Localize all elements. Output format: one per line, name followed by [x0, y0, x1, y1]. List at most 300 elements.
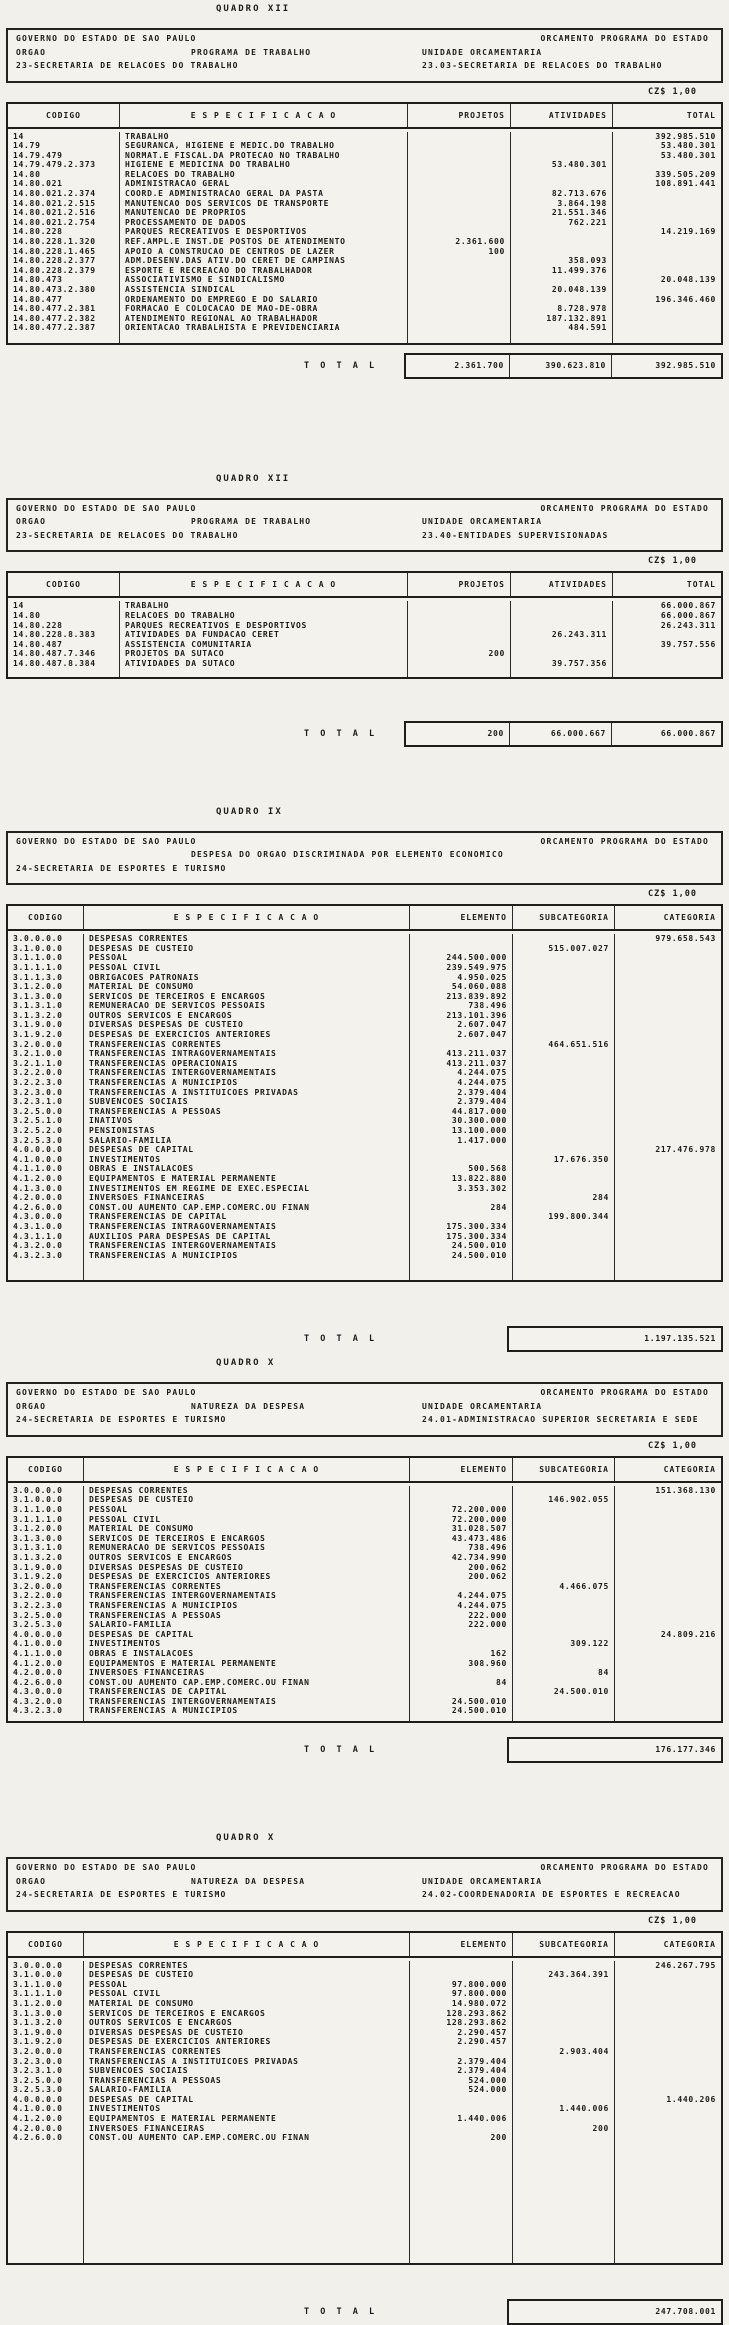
table-row: [8, 973, 721, 983]
amount-cell: [615, 1040, 721, 1050]
amount-cell: 13.822.880: [410, 1174, 513, 1184]
spec-cell: INVERSOES FINANCEIRAS: [84, 1668, 410, 1678]
spec-cell: TRANSFERENCIAS A PESSOAS: [84, 1107, 410, 1117]
amount-cell: 4.244.075: [410, 1591, 513, 1601]
spec-cell: OBRAS E INSTALACOES: [84, 1164, 410, 1174]
code-cell: 14.80.228.2.377: [8, 256, 120, 266]
table-row: [8, 1630, 721, 1640]
spec-cell: MATERIAL DE CONSUMO: [84, 1524, 410, 1534]
code-cell: 4.3.2.3.0: [8, 1706, 84, 1716]
column-header-row: [8, 104, 721, 129]
spec-cell: INVESTIMENTOS: [84, 1155, 410, 1165]
spec-cell: ATENDIMENTO REGIONAL AO TRABALHADOR: [120, 314, 408, 324]
amount-cell: [615, 1001, 721, 1011]
amount-cell: 239.549.975: [410, 963, 513, 973]
amount-cell: [615, 1989, 721, 1999]
quadro-caption: QUADRO X: [216, 1358, 276, 1369]
amount-cell: [513, 2076, 615, 2086]
table-row: [8, 132, 721, 142]
table-row: [8, 1097, 721, 1107]
code-cell: 3.2.2.0.0: [8, 1068, 84, 1078]
table-row: [8, 208, 721, 218]
code-cell: 14: [8, 601, 120, 611]
code-cell: 14.80.477.2.381: [8, 304, 120, 314]
table-row: [8, 649, 721, 659]
total-box: [404, 353, 723, 379]
header-text: ORGAO: [16, 517, 47, 527]
code-cell: 3.1.0.0.0: [8, 1495, 84, 1505]
amount-cell: [410, 1582, 513, 1592]
code-cell: 3.1.1.1.0: [8, 1515, 84, 1525]
code-cell: 3.2.1.0.0: [8, 1049, 84, 1059]
amount-cell: 500.568: [410, 1164, 513, 1174]
spec-cell: TRABALHO: [120, 132, 408, 142]
code-cell: 4.3.2.0.0: [8, 1241, 84, 1251]
code-cell: 3.1.1.0.0: [8, 1505, 84, 1515]
currency-note: CZ$ 1,00: [648, 1440, 697, 1451]
code-cell: 14.80: [8, 170, 120, 180]
code-cell: 3.1.0.0.0: [8, 944, 84, 954]
amount-cell: [613, 659, 721, 669]
amount-cell: [408, 227, 511, 237]
table-row: [8, 2114, 721, 2124]
amount-cell: [513, 1534, 615, 1544]
column-header-cell: CATEGORIA: [663, 1464, 716, 1474]
table-row: [8, 304, 721, 314]
amount-cell: [410, 1961, 513, 1971]
amount-cell: [513, 1088, 615, 1098]
code-cell: 14.80.228: [8, 621, 120, 631]
amount-cell: 524.000: [410, 2076, 513, 2086]
header-box: [6, 1857, 723, 1912]
amount-cell: 24.500.010: [410, 1241, 513, 1251]
code-cell: 3.2.5.0.0: [8, 2076, 84, 2086]
filler-cell: [615, 2143, 721, 2263]
header-box: [6, 1382, 723, 1437]
amount-cell: [615, 1164, 721, 1174]
column-header-cell: ATIVIDADES: [511, 573, 613, 596]
code-cell: 3.1.9.2.0: [8, 1572, 84, 1582]
amount-cell: [511, 621, 613, 631]
code-cell: 3.2.5.1.0: [8, 1116, 84, 1126]
amount-cell: [410, 1495, 513, 1505]
amount-cell: 128.293.862: [410, 2018, 513, 2028]
code-cell: 3.2.2.3.0: [8, 1601, 84, 1611]
amount-cell: [513, 1011, 615, 1021]
total-row: [6, 2299, 723, 2325]
amount-cell: 762.221: [511, 218, 613, 228]
table-row: [8, 1524, 721, 1534]
amount-cell: [613, 218, 721, 228]
code-cell: 14.80.021.2.754: [8, 218, 120, 228]
amount-cell: [615, 1572, 721, 1582]
amount-cell: [615, 1999, 721, 2009]
amount-cell: 358.093: [511, 256, 613, 266]
amount-cell: [513, 1961, 615, 1971]
amount-cell: [410, 1486, 513, 1496]
table-row: [8, 601, 721, 611]
column-header-row: [8, 906, 721, 931]
spec-cell: INVERSOES FINANCEIRAS: [84, 1193, 410, 1203]
header-text: DESPESA DO ORGAO DISCRIMINADA POR ELEMENTO ECONOMICO: [191, 850, 504, 860]
code-cell: 4.1.2.0.0: [8, 1174, 84, 1184]
code-cell: 4.3.2.0.0: [8, 1697, 84, 1707]
spec-cell: PESSOAL CIVIL: [84, 1515, 410, 1525]
table-row: [8, 944, 721, 954]
quadro-section: [6, 1358, 723, 1763]
amount-cell: [615, 1553, 721, 1563]
code-cell: 4.1.0.0.0: [8, 1639, 84, 1649]
amount-cell: [615, 1059, 721, 1069]
amount-cell: 66.000.867: [660, 601, 716, 611]
table-row: [8, 1572, 721, 1582]
amount-cell: [615, 1193, 721, 1203]
table-row: [8, 1145, 721, 1155]
amount-cell: 213.101.396: [410, 1011, 513, 1021]
code-cell: 4.0.0.0.0: [8, 1630, 84, 1640]
column-header-cell: TOTAL: [686, 110, 716, 120]
total-row: [6, 721, 723, 747]
table-row: [8, 1232, 721, 1242]
amount-cell: 30.300.000: [410, 1116, 513, 1126]
amount-cell: [615, 1078, 721, 1088]
code-cell: 3.1.2.0.0: [8, 1999, 84, 2009]
amount-cell: 413.211.037: [410, 1059, 513, 1069]
filler-cell: [410, 1260, 513, 1280]
amount-cell: [513, 1630, 615, 1640]
header-text: ORCAMENTO PROGRAMA DO ESTADO: [540, 34, 709, 43]
header-box: [6, 498, 723, 553]
amount-cell: [615, 1068, 721, 1078]
amount-cell: 3.353.302: [410, 1184, 513, 1194]
spec-cell: DIVERSAS DESPESAS DE CUSTEIO: [84, 2028, 410, 2038]
table-row: [8, 1582, 721, 1592]
table-row: [8, 1611, 721, 1621]
quadro-caption: QUADRO X: [216, 1833, 276, 1844]
spec-cell: TRANSFERENCIAS INTERGOVERNAMENTAIS: [84, 1068, 410, 1078]
table-row: [8, 2066, 721, 2076]
amount-cell: [511, 295, 613, 305]
amount-cell: [408, 141, 511, 151]
code-cell: 14.80.228.2.379: [8, 266, 120, 276]
table-body: [8, 931, 721, 1280]
amount-cell: [615, 1030, 721, 1040]
filler-cell: [511, 669, 613, 677]
total-row: [6, 353, 723, 379]
table-row: [8, 1678, 721, 1688]
amount-cell: [513, 934, 615, 944]
amount-cell: [513, 1241, 615, 1251]
table-row: [8, 1184, 721, 1194]
spec-cell: TRANSFERENCIAS DE CAPITAL: [84, 1212, 410, 1222]
table-row: [8, 1068, 721, 1078]
header-text: NATUREZA DA DESPESA: [191, 1401, 306, 1411]
amount-cell: [615, 1097, 721, 1107]
code-cell: 3.0.0.0.0: [8, 934, 84, 944]
amount-cell: 200: [410, 2133, 513, 2143]
amount-cell: 4.950.025: [410, 973, 513, 983]
amount-cell: 24.809.216: [660, 1629, 716, 1639]
header-text: 24-SECRETARIA DE ESPORTES E TURISMO: [16, 1415, 227, 1425]
amount-cell: 308.960: [410, 1659, 513, 1669]
table-row: [8, 630, 721, 640]
amount-cell: [513, 1515, 615, 1525]
table-row: [8, 151, 721, 161]
amount-cell: [613, 304, 721, 314]
code-cell: 4.2.6.0.0: [8, 2133, 84, 2143]
column-header-cell: CODIGO: [8, 1933, 84, 1956]
spec-cell: PESSOAL: [84, 1505, 410, 1515]
code-cell: 3.2.5.2.0: [8, 1126, 84, 1136]
code-cell: 4.2.0.0.0: [8, 1668, 84, 1678]
table-row: [8, 1193, 721, 1203]
spec-cell: EQUIPAMENTOS E MATERIAL PERMANENTE: [84, 1174, 410, 1184]
amount-cell: [615, 963, 721, 973]
header-text: GOVERNO DO ESTADO DE SAO PAULO: [16, 836, 197, 846]
amount-cell: [513, 1505, 615, 1515]
header-line: [16, 1415, 713, 1429]
spec-cell: EQUIPAMENTOS E MATERIAL PERMANENTE: [84, 1659, 410, 1669]
total-amount-cell: 392.985.510: [611, 355, 721, 377]
spec-cell: TRANSFERENCIAS A PESSOAS: [84, 1611, 410, 1621]
budget-table: [6, 571, 723, 678]
budget-table: [6, 102, 723, 345]
header-text: 23-SECRETARIA DE RELACOES DO TRABALHO: [16, 61, 239, 70]
quadro-caption: QUADRO XII: [216, 4, 291, 14]
column-header-cell: ELEMENTO: [410, 1458, 513, 1481]
filler-cell: [84, 1260, 410, 1280]
amount-cell: [615, 1639, 721, 1649]
total-label: T O T A L: [304, 1745, 378, 1756]
column-header-cell: E S P E C I F I C A C A O: [120, 104, 408, 127]
header-text: GOVERNO DO ESTADO DE SAO PAULO: [16, 1388, 197, 1398]
spec-cell: TRANSFERENCIAS A MUNICIPIOS: [84, 1601, 410, 1611]
amount-cell: [613, 314, 721, 324]
amount-cell: [615, 1582, 721, 1592]
amount-cell: 53.480.301: [660, 150, 716, 160]
code-cell: 14.79.479.2.373: [8, 160, 120, 170]
amount-cell: [615, 1155, 721, 1165]
table-row: [8, 953, 721, 963]
amount-cell: [408, 285, 511, 295]
amount-cell: [410, 2124, 513, 2134]
filler-cell: [408, 669, 511, 677]
amount-cell: [410, 944, 513, 954]
header-line: [16, 34, 713, 48]
code-cell: 3.1.9.0.0: [8, 1020, 84, 1030]
header-text: NATUREZA DA DESPESA: [191, 1876, 306, 1886]
code-cell: 4.2.6.0.0: [8, 1678, 84, 1688]
column-header-cell: SUBCATEGORIA: [513, 1933, 615, 1956]
quadro-section: [6, 1833, 723, 2325]
code-cell: 3.2.5.0.0: [8, 1107, 84, 1117]
spec-cell: TRANSFERENCIAS A INSTITUICOES PRIVADAS: [84, 2057, 410, 2067]
column-header-cell: E S P E C I F I C A C A O: [84, 906, 410, 929]
amount-cell: [513, 1174, 615, 1184]
filler-cell: [613, 669, 721, 677]
total-box: [507, 1326, 723, 1352]
code-cell: 3.1.9.0.0: [8, 2028, 84, 2038]
amount-cell: 146.902.055: [513, 1495, 615, 1505]
amount-cell: [615, 2009, 721, 2019]
amount-cell: 14.219.169: [660, 227, 716, 237]
amount-cell: [513, 1706, 615, 1716]
code-cell: 3.1.2.0.0: [8, 982, 84, 992]
quadro-caption: QUADRO XII: [216, 473, 291, 484]
amount-cell: 979.658.543: [655, 934, 716, 944]
amount-cell: 24.500.010: [410, 1697, 513, 1707]
code-cell: 3.2.5.0.0: [8, 1611, 84, 1621]
amount-cell: [410, 1639, 513, 1649]
header-text: 24.01-ADMINISTRACAO SUPERIOR SECRETARIA E SEDE: [422, 1415, 699, 1425]
amount-cell: [513, 1203, 615, 1213]
amount-cell: [408, 256, 511, 266]
code-cell: 3.2.0.0.0: [8, 1040, 84, 1050]
amount-cell: [511, 275, 613, 285]
filler-cell: [410, 1716, 513, 1721]
amount-cell: [513, 1697, 615, 1707]
amount-cell: [410, 2047, 513, 2057]
amount-cell: [615, 2028, 721, 2038]
amount-cell: [513, 1222, 615, 1232]
total-amount-cell: 1.197.135.521: [644, 1334, 716, 1344]
table-row: [8, 1543, 721, 1553]
spec-cell: TRANSFERENCIAS A PESSOAS: [84, 2076, 410, 2086]
amount-cell: [613, 630, 721, 640]
amount-cell: 1.440.206: [666, 2094, 716, 2104]
amount-cell: [613, 199, 721, 209]
table-row: [8, 2133, 721, 2143]
code-cell: 3.2.5.3.0: [8, 1136, 84, 1146]
header-line: [16, 850, 713, 864]
table-row: [8, 141, 721, 151]
amount-cell: 4.244.075: [410, 1068, 513, 1078]
code-cell: 14.80.487.8.384: [8, 659, 120, 669]
amount-cell: [615, 1241, 721, 1251]
amount-cell: 200.062: [410, 1563, 513, 1573]
amount-cell: [513, 2018, 615, 2028]
column-header-cell: CATEGORIA: [663, 1939, 716, 1949]
code-cell: 14.80.021.2.515: [8, 199, 120, 209]
amount-cell: 42.734.990: [410, 1553, 513, 1563]
code-cell: 3.1.9.0.0: [8, 1563, 84, 1573]
column-header-cell: PROJETOS: [408, 573, 511, 596]
column-header-cell: CATEGORIA: [663, 913, 716, 923]
code-cell: 3.1.3.0.0: [8, 992, 84, 1002]
code-cell: 3.1.9.2.0: [8, 2037, 84, 2047]
amount-cell: 175.300.334: [410, 1232, 513, 1242]
amount-cell: [615, 1136, 721, 1146]
amount-cell: [615, 2047, 721, 2057]
column-header-cell: E S P E C I F I C A C A O: [120, 573, 408, 596]
header-text: PROGRAMA DE TRABALHO: [191, 517, 312, 527]
code-cell: 4.1.1.0.0: [8, 1649, 84, 1659]
amount-cell: 222.000: [410, 1611, 513, 1621]
amount-cell: [615, 1049, 721, 1059]
code-cell: 14.79: [8, 141, 120, 151]
amount-cell: [513, 1649, 615, 1659]
filler-row: [8, 1716, 721, 1721]
header-text: ORCAMENTO PROGRAMA DO ESTADO: [540, 1863, 709, 1873]
table-row: [8, 1126, 721, 1136]
amount-cell: 4.466.075: [513, 1582, 615, 1592]
amount-cell: 128.293.862: [410, 2009, 513, 2019]
amount-cell: [511, 640, 613, 650]
amount-cell: [513, 1486, 615, 1496]
amount-cell: [615, 1649, 721, 1659]
amount-cell: [513, 1116, 615, 1126]
filler-cell: [513, 1260, 615, 1280]
header-text: PROGRAMA DE TRABALHO: [191, 47, 312, 57]
amount-cell: 53.480.301: [660, 141, 716, 151]
amount-cell: [615, 1107, 721, 1117]
header-text: 24-SECRETARIA DE ESPORTES E TURISMO: [16, 1890, 227, 1900]
amount-cell: 13.100.000: [410, 1126, 513, 1136]
currency-note: CZ$ 1,00: [648, 556, 697, 567]
spec-cell: REMUNERACAO DE SERVICOS PESSOAIS: [84, 1543, 410, 1553]
header-line: [16, 1877, 713, 1891]
amount-cell: [613, 266, 721, 276]
table-row: [8, 1059, 721, 1069]
currency-note: CZ$ 1,00: [648, 1915, 697, 1926]
amount-cell: [511, 151, 613, 161]
amount-cell: [408, 611, 511, 621]
currency-note: CZ$ 1,00: [648, 889, 697, 900]
table-row: [8, 1107, 721, 1117]
amount-cell: [513, 2009, 615, 2019]
code-cell: 3.1.3.2.0: [8, 1553, 84, 1563]
header-line: [16, 531, 713, 545]
table-row: [8, 160, 721, 170]
code-cell: 3.2.5.3.0: [8, 2085, 84, 2095]
table-row: [8, 2124, 721, 2134]
amount-cell: [613, 256, 721, 266]
amount-cell: 246.267.795: [655, 1960, 716, 1970]
code-cell: 3.1.1.1.0: [8, 963, 84, 973]
code-cell: 14.80.021.2.374: [8, 189, 120, 199]
spec-cell: CONST.OU AUMENTO CAP.EMP.COMERC.OU FINAN: [84, 2133, 410, 2143]
amount-cell: [408, 199, 511, 209]
spec-cell: HIGIENE E MEDICINA DO TRABALHO: [120, 160, 408, 170]
amount-cell: 84: [410, 1678, 513, 1688]
amount-cell: 72.200.000: [410, 1515, 513, 1525]
spec-cell: SERVICOS DE TERCEIROS E ENCARGOS: [84, 1534, 410, 1544]
amount-cell: [410, 1040, 513, 1050]
amount-cell: 24.500.010: [410, 1251, 513, 1261]
spec-cell: TRANSFERENCIAS INTERGOVERNAMENTAIS: [84, 1591, 410, 1601]
amount-cell: [615, 2057, 721, 2067]
column-header-cell: CODIGO: [8, 906, 84, 929]
amount-cell: 2.361.600: [408, 237, 511, 247]
table-body: [8, 1483, 721, 1721]
table-row: [8, 1251, 721, 1261]
amount-cell: 31.028.507: [410, 1524, 513, 1534]
table-row: [8, 1040, 721, 1050]
amount-cell: [513, 1563, 615, 1573]
spec-cell: PROCESSAMENTO DE DADOS: [120, 218, 408, 228]
amount-cell: [615, 2133, 721, 2143]
amount-cell: 175.300.334: [410, 1222, 513, 1232]
amount-cell: [408, 160, 511, 170]
table-row: [8, 1989, 721, 1999]
amount-cell: 82.713.676: [511, 189, 613, 199]
amount-cell: [410, 1193, 513, 1203]
amount-cell: [513, 1078, 615, 1088]
amount-cell: 200: [408, 649, 511, 659]
amount-cell: [615, 1011, 721, 1021]
amount-cell: [408, 601, 511, 611]
amount-cell: 339.505.209: [655, 169, 716, 179]
